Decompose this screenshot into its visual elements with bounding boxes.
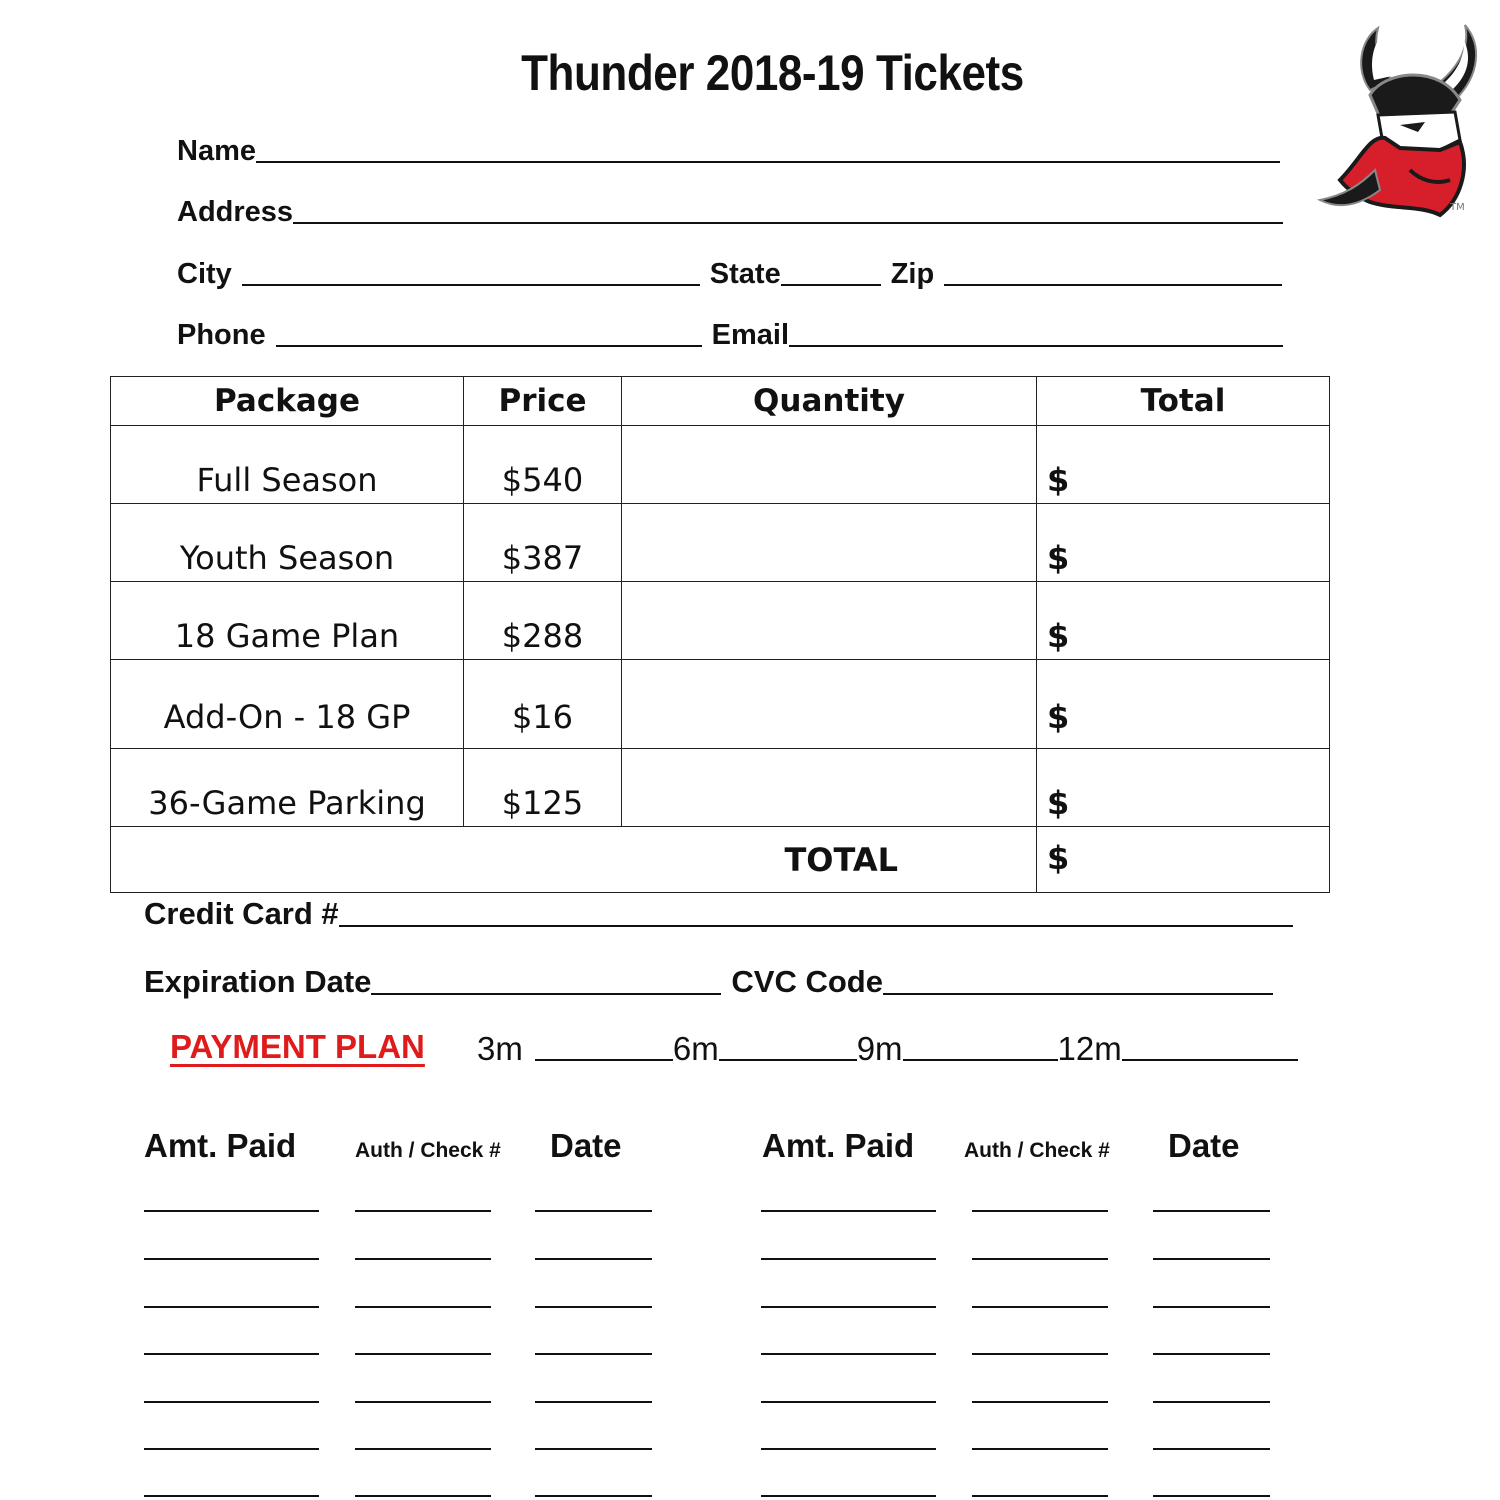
state-label: State xyxy=(709,258,781,290)
log-entry-line[interactable] xyxy=(144,1401,319,1403)
plan-3m-line[interactable] xyxy=(535,1058,673,1061)
phone-label: Phone xyxy=(177,319,266,351)
log-entry-line[interactable] xyxy=(535,1401,652,1403)
svg-text:TM: TM xyxy=(1450,202,1465,213)
expiration-cvc-row xyxy=(144,964,1273,1004)
log-entry-line[interactable] xyxy=(761,1448,936,1450)
quantity-cell[interactable] xyxy=(622,426,1037,504)
log-entry-line[interactable] xyxy=(535,1258,652,1260)
log-entry-line[interactable] xyxy=(144,1353,319,1355)
viking-head-logo xyxy=(1300,20,1485,220)
expiration-label: Expiration Date xyxy=(144,964,372,999)
table-row xyxy=(111,749,1330,827)
log-entry-line[interactable] xyxy=(761,1306,936,1308)
total-cell[interactable]: $ xyxy=(1037,426,1330,504)
log-entry-line[interactable] xyxy=(972,1258,1108,1260)
expiration-line[interactable] xyxy=(371,992,721,995)
page-title: Thunder 2018-19 Tickets xyxy=(521,45,1024,101)
quantity-cell[interactable] xyxy=(622,660,1037,749)
log-entry-line[interactable] xyxy=(144,1306,319,1308)
log-entry-line[interactable] xyxy=(144,1210,319,1212)
log-entry-line[interactable] xyxy=(761,1210,936,1212)
log-entry-line[interactable] xyxy=(1153,1401,1270,1403)
plan-9m-line[interactable] xyxy=(903,1058,1058,1061)
log-entry-line[interactable] xyxy=(761,1353,936,1355)
grand-total-label: TOTAL xyxy=(111,827,1037,893)
table-row xyxy=(111,660,1330,749)
log-entry-line[interactable] xyxy=(761,1401,936,1403)
log-entry-line[interactable] xyxy=(535,1495,652,1497)
package-price: $16 xyxy=(464,660,622,749)
city-state-zip-row xyxy=(177,255,1282,295)
log-entry-line[interactable] xyxy=(972,1401,1108,1403)
package-price: $125 xyxy=(464,749,622,827)
email-label: Email xyxy=(711,319,789,351)
city-line[interactable] xyxy=(242,283,700,286)
cvc-line[interactable] xyxy=(883,992,1273,995)
log-entry-line[interactable] xyxy=(355,1258,491,1260)
log-entry-line[interactable] xyxy=(1153,1306,1270,1308)
table-header-row xyxy=(111,377,1330,426)
log-entry-line[interactable] xyxy=(535,1448,652,1450)
total-cell[interactable]: $ xyxy=(1037,582,1330,660)
log-entry-line[interactable] xyxy=(1153,1495,1270,1497)
payment-plan-options xyxy=(477,1030,1298,1070)
log-entry-line[interactable] xyxy=(355,1495,491,1497)
log-left-date: Date xyxy=(550,1127,622,1164)
log-entry-line[interactable] xyxy=(1153,1210,1270,1212)
log-entry-line[interactable] xyxy=(144,1495,319,1497)
zip-line[interactable] xyxy=(944,283,1282,286)
log-entry-line[interactable] xyxy=(355,1306,491,1308)
log-entry-line[interactable] xyxy=(972,1448,1108,1450)
total-cell[interactable]: $ xyxy=(1037,504,1330,582)
grand-total-cell[interactable]: $ xyxy=(1037,827,1330,893)
log-entry-line[interactable] xyxy=(1153,1353,1270,1355)
total-cell[interactable]: $ xyxy=(1037,749,1330,827)
log-right-auth: Auth / Check # xyxy=(964,1139,1110,1162)
package-name: Youth Season xyxy=(111,504,464,582)
package-name: 18 Game Plan xyxy=(111,582,464,660)
log-entry-line[interactable] xyxy=(1153,1448,1270,1450)
credit-card-line[interactable] xyxy=(339,924,1293,927)
name-line[interactable] xyxy=(256,160,1280,163)
header-quantity: Quantity xyxy=(622,377,1037,426)
header-price: Price xyxy=(464,377,622,426)
credit-card-label: Credit Card # xyxy=(144,896,339,931)
address-label: Address xyxy=(177,196,294,228)
log-entry-line[interactable] xyxy=(535,1353,652,1355)
phone-line[interactable] xyxy=(276,344,702,347)
log-entry-line[interactable] xyxy=(535,1306,652,1308)
state-line[interactable] xyxy=(781,283,881,286)
log-right-amt-paid: Amt. Paid xyxy=(762,1127,915,1164)
city-label: City xyxy=(177,258,232,290)
log-entry-line[interactable] xyxy=(355,1353,491,1355)
package-price: $540 xyxy=(464,426,622,504)
grand-total-row xyxy=(111,827,1330,893)
log-entry-line[interactable] xyxy=(972,1210,1108,1212)
package-table xyxy=(110,376,1330,893)
log-entry-line[interactable] xyxy=(761,1258,936,1260)
package-name: Add-On - 18 GP xyxy=(111,660,464,749)
package-price: $387 xyxy=(464,504,622,582)
quantity-cell[interactable] xyxy=(622,749,1037,827)
package-name: Full Season xyxy=(111,426,464,504)
log-entry-line[interactable] xyxy=(355,1448,491,1450)
header-total: Total xyxy=(1037,377,1330,426)
log-entry-line[interactable] xyxy=(144,1258,319,1260)
plan-6m-label: 6m xyxy=(672,1030,719,1067)
log-entry-line[interactable] xyxy=(355,1210,491,1212)
log-right-date: Date xyxy=(1168,1127,1240,1164)
address-field[interactable] xyxy=(177,193,1283,233)
zip-label: Zip xyxy=(890,258,935,290)
log-left-amt-paid: Amt. Paid xyxy=(144,1127,297,1164)
quantity-cell[interactable] xyxy=(622,504,1037,582)
log-entry-line[interactable] xyxy=(535,1210,652,1212)
address-line[interactable] xyxy=(293,221,1283,224)
log-entry-line[interactable] xyxy=(761,1495,936,1497)
name-field[interactable] xyxy=(177,132,1280,172)
payment-plan-label: PAYMENT PLAN xyxy=(170,1028,425,1065)
log-entry-line[interactable] xyxy=(972,1306,1108,1308)
log-entry-line[interactable] xyxy=(972,1495,1108,1497)
plan-6m-line[interactable] xyxy=(719,1058,857,1061)
table-row xyxy=(111,504,1330,582)
plan-12m-label: 12m xyxy=(1057,1030,1122,1067)
email-line[interactable] xyxy=(789,344,1283,347)
log-left-auth: Auth / Check # xyxy=(355,1139,501,1162)
plan-12m-line[interactable] xyxy=(1122,1058,1298,1061)
credit-card-field[interactable] xyxy=(144,896,1293,936)
table-row xyxy=(111,426,1330,504)
log-entry-line[interactable] xyxy=(355,1401,491,1403)
plan-3m-label: 3m xyxy=(477,1030,523,1067)
plan-9m-label: 9m xyxy=(856,1030,903,1067)
log-entry-line[interactable] xyxy=(972,1353,1108,1355)
package-price: $288 xyxy=(464,582,622,660)
phone-email-row xyxy=(177,316,1283,356)
log-entry-line[interactable] xyxy=(1153,1258,1270,1260)
cvc-label: CVC Code xyxy=(731,964,883,999)
name-label: Name xyxy=(177,135,256,167)
quantity-cell[interactable] xyxy=(622,582,1037,660)
header-package: Package xyxy=(111,377,464,426)
table-row xyxy=(111,582,1330,660)
total-cell[interactable]: $ xyxy=(1037,660,1330,749)
log-entry-line[interactable] xyxy=(144,1448,319,1450)
package-name: 36-Game Parking xyxy=(111,749,464,827)
